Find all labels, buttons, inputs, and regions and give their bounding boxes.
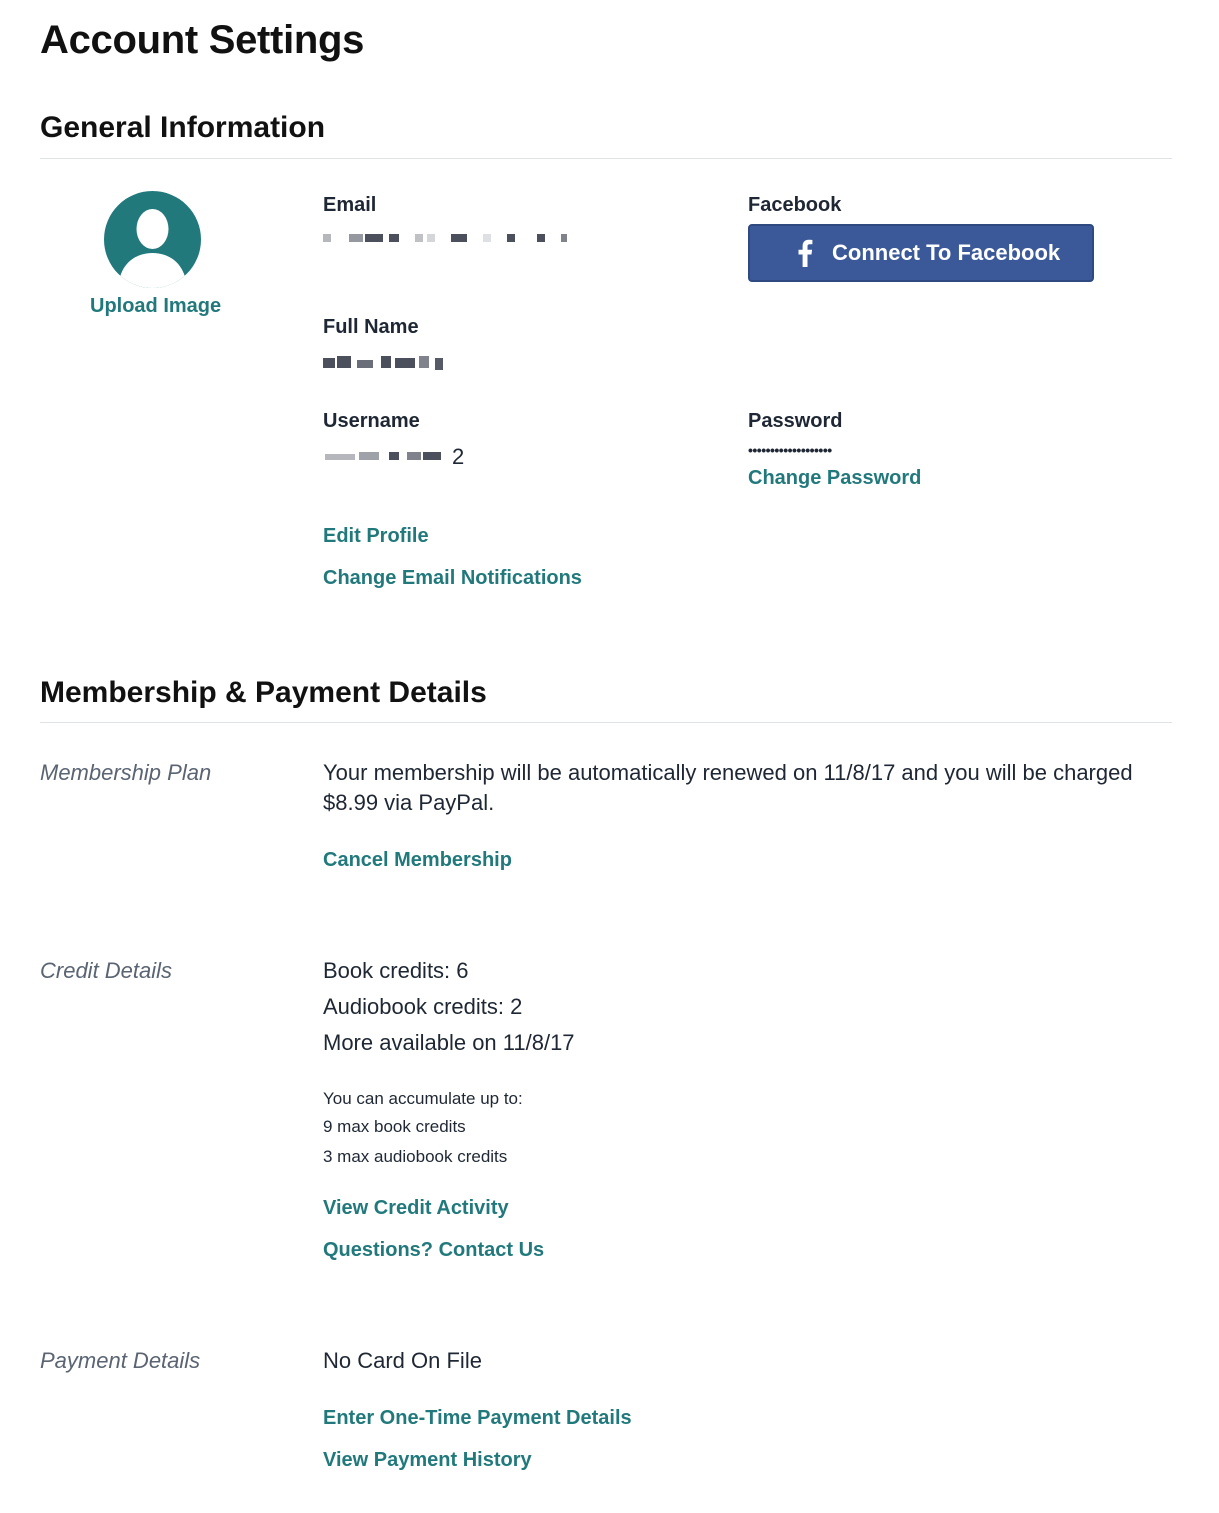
username-label: Username	[323, 410, 420, 432]
contact-us-link[interactable]: Questions? Contact Us	[323, 1239, 545, 1261]
email-label: Email	[323, 194, 377, 216]
upload-image-link[interactable]: Upload Image	[90, 295, 222, 317]
membership-section-title: Membership & Payment Details	[40, 676, 487, 709]
change-password-link[interactable]: Change Password	[748, 467, 922, 489]
audiobook-credits: Audiobook credits: 2	[323, 994, 523, 1019]
username-value-redacted	[323, 450, 448, 464]
full-name-label: Full Name	[323, 316, 419, 338]
membership-plan-label: Membership Plan	[40, 760, 212, 785]
connect-facebook-button[interactable]	[748, 224, 1094, 282]
user-silhouette-icon	[104, 191, 201, 288]
edit-profile-link[interactable]: Edit Profile	[323, 525, 429, 547]
general-section-title: General Information	[40, 111, 326, 144]
cancel-membership-link[interactable]: Cancel Membership	[323, 849, 512, 871]
email-value-redacted	[323, 232, 573, 244]
max-book-credits: 9 max book credits	[323, 1117, 466, 1136]
membership-plan-text: Your membership will be automatically renewed on 11/8/17 and you will be charged $8.99 via PayPal.	[323, 760, 1133, 815]
avatar[interactable]	[104, 191, 201, 288]
facebook-label: Facebook	[748, 194, 842, 216]
full-name-value-redacted	[323, 354, 448, 372]
view-credit-activity-link[interactable]: View Credit Activity	[323, 1197, 509, 1219]
accumulate-heading: You can accumulate up to:	[323, 1089, 523, 1108]
enter-payment-details-link[interactable]: Enter One-Time Payment Details	[323, 1407, 632, 1429]
connect-facebook-label: Connect To Facebook	[832, 240, 1061, 265]
max-audiobook-credits: 3 max audiobook credits	[323, 1147, 508, 1166]
book-credits: Book credits: 6	[323, 958, 469, 983]
change-email-notifications-link[interactable]: Change Email Notifications	[323, 567, 582, 589]
password-label: Password	[748, 410, 843, 432]
username-value-suffix: 2	[452, 444, 465, 469]
more-available: More available on 11/8/17	[323, 1030, 575, 1055]
credit-details-label: Credit Details	[40, 958, 173, 983]
payment-details-label: Payment Details	[40, 1348, 201, 1373]
page-title: Account Settings	[40, 18, 365, 62]
facebook-icon	[794, 238, 816, 268]
view-payment-history-link[interactable]: View Payment History	[323, 1449, 532, 1471]
membership-divider	[40, 722, 1172, 723]
payment-status: No Card On File	[323, 1348, 482, 1373]
general-divider	[40, 158, 1172, 159]
password-masked-value: •••••••••••••••••••	[748, 442, 832, 458]
